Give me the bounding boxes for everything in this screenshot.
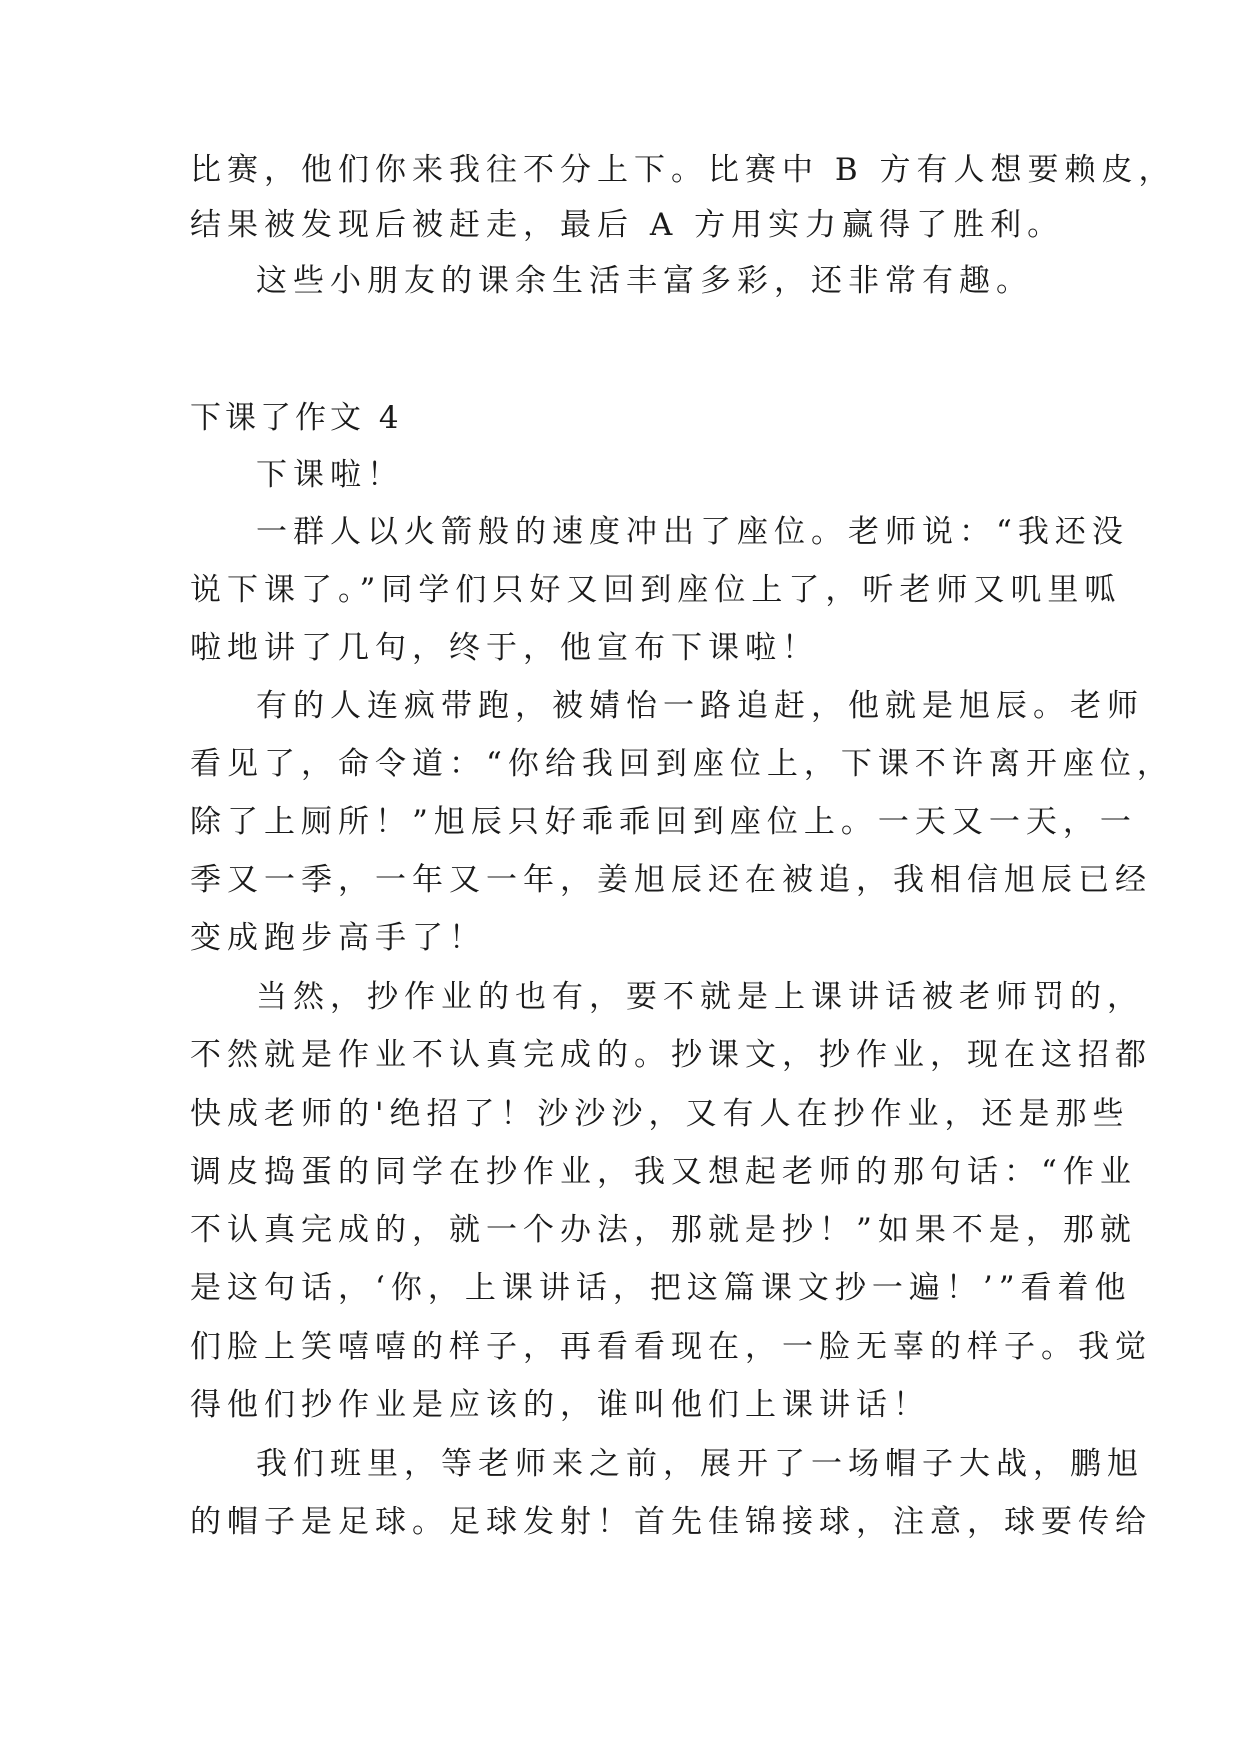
text-line: 结果被发现后被赶走，最后 A 方用实力赢得了胜利。	[190, 207, 1065, 243]
text-line: 得他们抄作业是应该的，谁叫他们上课讲话！	[190, 1387, 930, 1423]
text-line: 我们班里，等老师来之前，展开了一场帽子大战，鹏旭	[256, 1446, 1144, 1482]
text-line: 调皮捣蛋的同学在抄作业，我又想起老师的那句话：“作业	[190, 1154, 1137, 1190]
text-line: 这些小朋友的课余生活丰富多彩，还非常有趣。	[256, 263, 1033, 299]
text-line: 的帽子是足球。足球发射！首先佳锦接球，注意，球要传给	[190, 1504, 1152, 1540]
text-line: 一群人以火箭般的速度冲出了座位。老师说：“我还没	[256, 514, 1129, 550]
essay-title: 下课了作文 4	[190, 400, 403, 436]
text-line: 比赛，他们你来我往不分上下。比赛中 B 方有人想要赖皮，	[190, 152, 1176, 188]
text-line: 不然就是作业不认真完成的。抄课文，抄作业，现在这招都	[190, 1037, 1152, 1073]
text-line: 说下课了。”同学们只好又回到座位上了，听老师又叽里呱	[190, 572, 1122, 608]
text-line: 当然，抄作业的也有，要不就是上课讲话被老师罚的，	[256, 979, 1144, 1015]
text-line: 快成老师的'绝招了！沙沙沙，又有人在抄作业，还是那些	[190, 1096, 1130, 1132]
text-line: 变成跑步高手了！	[190, 920, 486, 956]
text-line: 除了上厕所！”旭辰只好乖乖回到座位上。一天又一天，一	[190, 804, 1137, 840]
text-line: 下课啦！	[256, 457, 404, 493]
text-line: 看见了，命令道：“你给我回到座位上，下课不许离开座位，	[190, 746, 1174, 782]
text-line: 是这句话，‘你，上课讲话，把这篇课文抄一遍！’”看着他	[190, 1270, 1132, 1306]
text-line: 不认真完成的，就一个办法，那就是抄！”如果不是，那就	[190, 1212, 1137, 1248]
text-line: 们脸上笑嘻嘻的样子，再看看现在，一脸无辜的样子。我觉	[190, 1329, 1152, 1365]
text-line: 季又一季，一年又一年，姜旭辰还在被追，我相信旭辰已经	[190, 862, 1152, 898]
text-line: 啦地讲了几句，终于，他宣布下课啦！	[190, 630, 819, 666]
text-line: 有的人连疯带跑，被婧怡一路追赶，他就是旭辰。老师	[256, 688, 1144, 724]
